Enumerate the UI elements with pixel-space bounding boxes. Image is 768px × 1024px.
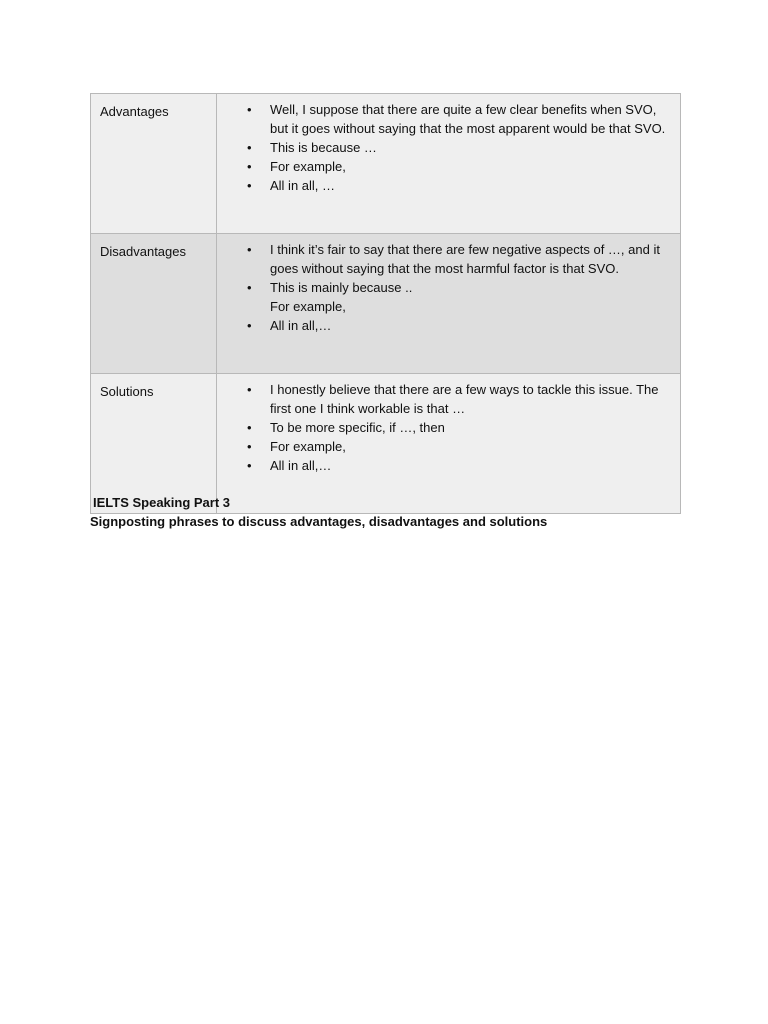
table-row-solutions	[91, 374, 681, 514]
bullet-icon: •	[247, 242, 252, 257]
list-item-text: For example,	[270, 439, 346, 454]
list-item-text: To be more specific, if …, then	[270, 420, 445, 435]
row-content-disadvantages	[217, 234, 681, 374]
list-item	[217, 316, 672, 335]
list-item	[217, 100, 672, 138]
phrase-list-disadvantages	[217, 234, 680, 335]
list-item	[217, 176, 672, 195]
bullet-icon: •	[247, 420, 252, 435]
list-item-text: All in all,…	[270, 458, 332, 473]
bullet-icon: •	[247, 318, 252, 333]
list-item	[217, 297, 672, 316]
list-item-text: All in all, …	[270, 178, 336, 193]
list-item-text: I think it’s fair to say that there are few negative aspects of …, and it goes without saying that the most harmful factor is that SVO.	[270, 242, 660, 276]
caption-title: IELTS Speaking Part 3	[93, 495, 231, 510]
list-item-text: This is because …	[270, 140, 377, 155]
list-item	[217, 380, 672, 418]
list-item	[217, 278, 672, 297]
list-item-text: I honestly believe that there are a few ways to tackle this issue. The first one I think workable is that …	[270, 382, 659, 416]
row-label-solutions: Solutions	[91, 374, 217, 514]
bullet-icon: •	[247, 382, 252, 397]
phrase-list-solutions	[217, 374, 680, 475]
phrases-table	[90, 93, 681, 514]
caption-subtitle: Signposting phrases to discuss advantages, disadvantages and solutions	[90, 514, 548, 529]
list-item-text: This is mainly because ..	[270, 280, 413, 295]
list-item-text: For example,	[270, 299, 346, 314]
list-item-text: For example,	[270, 159, 346, 174]
row-content-advantages	[217, 94, 681, 234]
table-row-advantages	[91, 94, 681, 234]
list-item-text: Well, I suppose that there are quite a few clear benefits when SVO, but it goes without saying that the most apparent would be that SVO.	[270, 102, 666, 136]
row-content-solutions	[217, 374, 681, 514]
bullet-icon: •	[247, 458, 252, 473]
bullet-icon: •	[247, 102, 252, 117]
list-item	[217, 418, 672, 437]
table-row-disadvantages	[91, 234, 681, 374]
list-item	[217, 157, 672, 176]
row-label-disadvantages: Disadvantages	[91, 234, 217, 374]
list-item	[217, 437, 672, 456]
list-item	[217, 240, 672, 278]
list-item-text: All in all,…	[270, 318, 332, 333]
bullet-icon: •	[247, 178, 252, 193]
list-item	[217, 138, 672, 157]
bullet-icon: •	[247, 159, 252, 174]
list-item	[217, 456, 672, 475]
row-label-advantages: Advantages	[91, 94, 217, 234]
phrase-list-advantages	[217, 94, 680, 195]
bullet-icon: •	[247, 439, 252, 454]
bullet-icon: •	[247, 280, 252, 295]
bullet-icon: •	[247, 140, 252, 155]
